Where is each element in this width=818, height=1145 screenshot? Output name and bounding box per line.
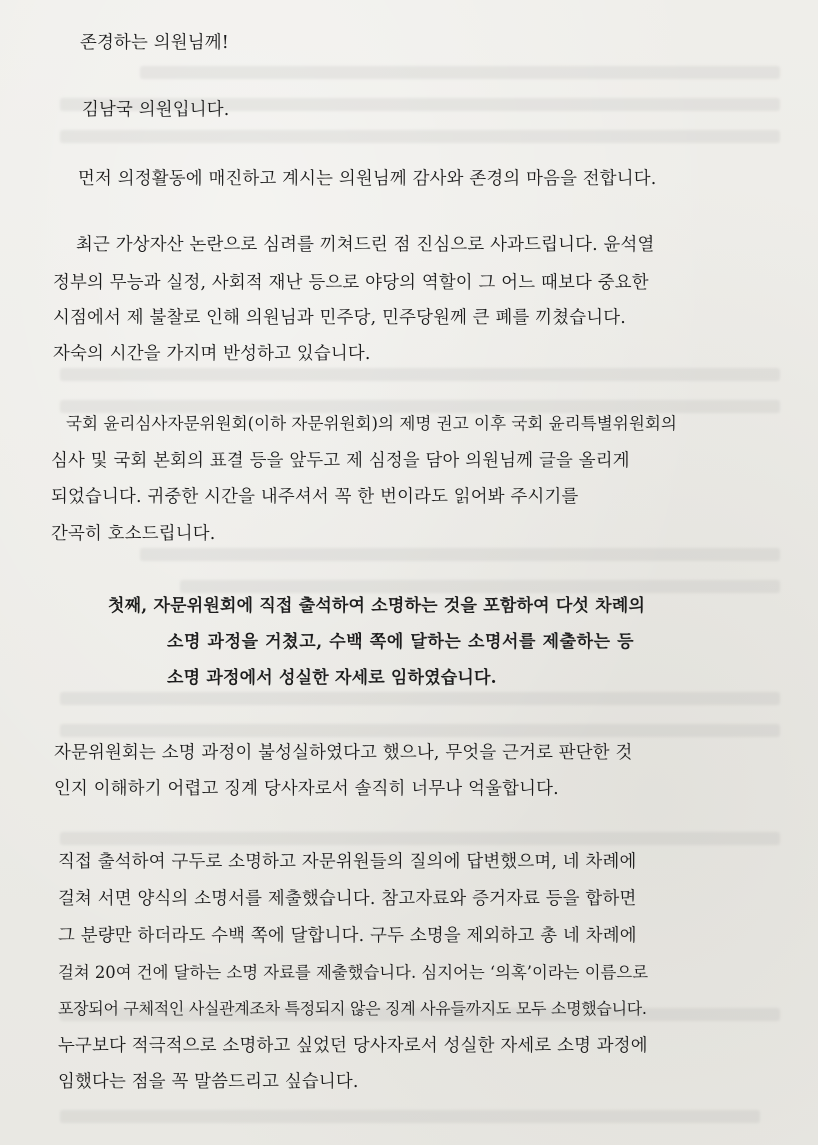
paragraph-line: 걸쳐 20여 건에 달하는 소명 자료를 제출했습니다. 심지어는 ‘의혹’이라는 이름으로 — [58, 963, 649, 982]
paragraph-line: 걸쳐 서면 양식의 소명서를 제출했습니다. 참고자료와 증거자료 등을 합하면 — [58, 889, 637, 909]
paragraph-line: 직접 출석하여 구두로 소명하고 자문위원들의 질의에 답변했으며, 네 차례에 — [58, 852, 637, 872]
point-line: 소명 과정에서 성실한 자세로 임하였습니다. — [167, 668, 497, 688]
thanks-line: 먼저 의정활동에 매진하고 계시는 의원님께 감사와 존경의 마음을 전합니다. — [78, 169, 657, 189]
paragraph-line: 심사 및 국회 본회의 표결 등을 앞두고 제 심정을 담아 의원님께 글을 올리게 — [51, 451, 630, 471]
paragraph-line: 최근 가상자산 논란으로 심려를 끼쳐드린 점 진심으로 사과드립니다. 윤석열 — [76, 235, 655, 255]
paragraph-line: 간곡히 호소드립니다. — [51, 524, 216, 544]
point-line: 소명 과정을 거쳤고, 수백 쪽에 달하는 소명서를 제출하는 등 — [167, 632, 635, 652]
paragraph-line: 누구보다 적극적으로 소명하고 싶었던 당사자로서 성실한 자세로 소명 과정에 — [58, 1036, 648, 1056]
point-line: 첫째, 자문위원회에 직접 출석하여 소명하는 것을 포함하여 다섯 차례의 — [108, 596, 646, 616]
paragraph-line: 그 분량만 하더라도 수백 쪽에 달합니다. 구두 소명을 제외하고 총 네 차례에 — [58, 926, 637, 946]
paragraph-line: 포장되어 구체적인 사실관계조차 특정되지 않은 징계 사유들까지도 모두 소명했습니다. — [58, 999, 647, 1018]
paragraph-line: 자문위원회는 소명 과정이 불성실하였다고 했으나, 무엇을 근거로 판단한 것 — [54, 743, 633, 763]
intro-line: 김남국 의원입니다. — [82, 100, 230, 120]
paragraph-line: 국회 윤리심사자문위원회(이하 자문위원회)의 제명 권고 이후 국회 윤리특별위원회의 — [66, 414, 677, 433]
paragraph-line: 인지 이해하기 어렵고 징계 당사자로서 솔직히 너무나 억울합니다. — [54, 779, 559, 799]
greeting: 존경하는 의원님께! — [80, 33, 229, 53]
paragraph-line: 시점에서 제 불찰로 인해 의원님과 민주당, 민주당원께 큰 폐를 끼쳤습니다. — [53, 308, 626, 328]
paragraph-line: 되었습니다. 귀중한 시간을 내주셔서 꼭 한 번이라도 읽어봐 주시기를 — [51, 487, 579, 507]
paragraph-line: 정부의 무능과 실정, 사회적 재난 등으로 야당의 역할이 그 어느 때보다 중요한 — [53, 273, 649, 293]
paragraph-line: 자숙의 시간을 가지며 반성하고 있습니다. — [53, 344, 371, 364]
paragraph-line: 임했다는 점을 꼭 말씀드리고 싶습니다. — [58, 1072, 359, 1092]
